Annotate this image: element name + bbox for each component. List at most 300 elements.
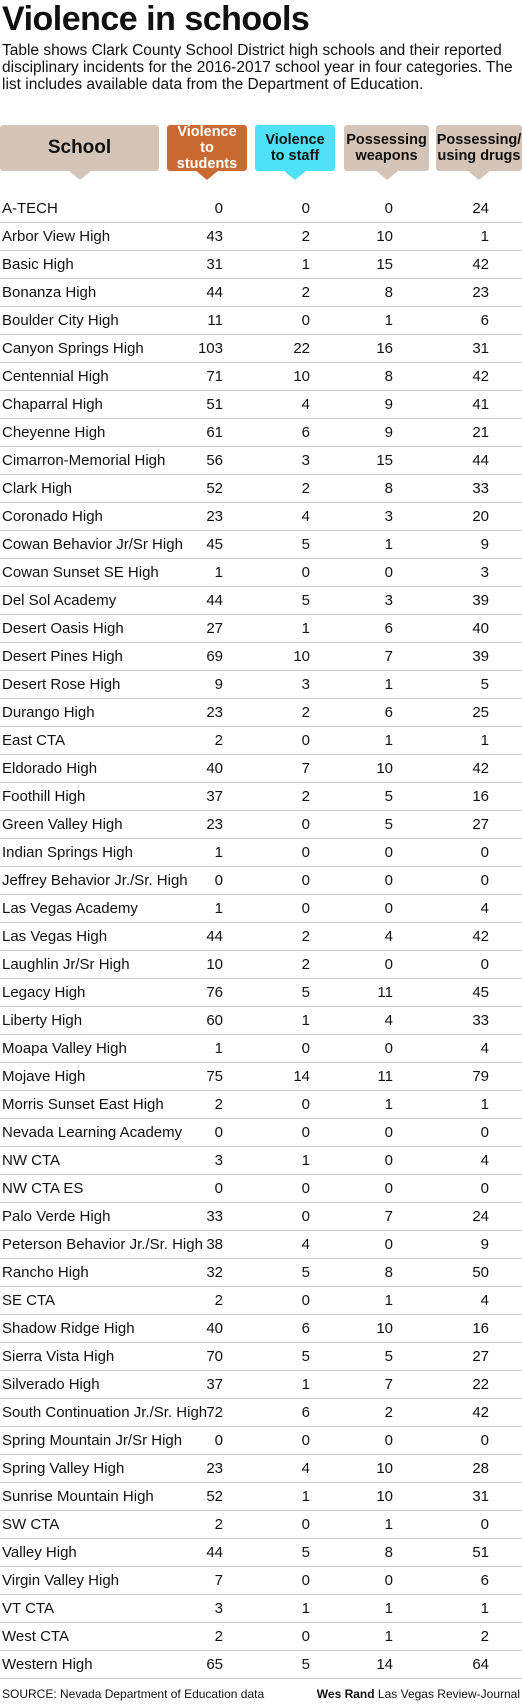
cell-school: Centennial High: [2, 368, 109, 385]
cell-violence-to-students: 9: [214, 676, 223, 693]
cell-school: South Continuation Jr./Sr. High: [2, 1404, 208, 1421]
cell-possessing-weapons: 10: [376, 228, 393, 245]
table-row: [0, 587, 522, 615]
cell-violence-to-staff: 5: [301, 1264, 310, 1281]
cell-violence-to-staff: 1: [301, 1600, 310, 1617]
cell-school: NW CTA ES: [2, 1180, 84, 1197]
cell-school: Sierra Vista High: [2, 1348, 115, 1365]
cell-possessing-using-drugs: 1: [480, 1600, 489, 1617]
cell-possessing-weapons: 5: [384, 788, 393, 805]
table-row: [0, 755, 522, 783]
cell-possessing-using-drugs: 24: [472, 1208, 489, 1225]
table-row: [0, 923, 522, 951]
cell-school: SW CTA: [2, 1516, 60, 1533]
cell-possessing-weapons: 0: [384, 1236, 393, 1253]
cell-possessing-weapons: 0: [384, 900, 393, 917]
table-row: [0, 979, 522, 1007]
source-note: SOURCE: Nevada Department of Education data: [2, 1687, 265, 1701]
cell-violence-to-staff: 1: [301, 620, 310, 637]
page-title: Violence in schools: [2, 0, 310, 38]
cell-possessing-weapons: 1: [384, 1628, 393, 1645]
cell-possessing-weapons: 10: [376, 1460, 393, 1477]
cell-possessing-using-drugs: 27: [472, 816, 489, 833]
cell-possessing-weapons: 8: [384, 480, 393, 497]
cell-school: Silverado High: [2, 1376, 100, 1393]
table-row: [0, 1371, 522, 1399]
cell-school: Chaparral High: [2, 396, 103, 413]
cell-possessing-weapons: 15: [376, 452, 393, 469]
table-row: [0, 531, 522, 559]
cell-violence-to-staff: 2: [301, 928, 310, 945]
cell-school: Peterson Behavior Jr./Sr. High: [2, 1236, 203, 1253]
cell-violence-to-students: 10: [206, 956, 223, 973]
cell-possessing-weapons: 1: [384, 312, 393, 329]
cell-possessing-using-drugs: 42: [472, 368, 489, 385]
cell-possessing-weapons: 1: [384, 732, 393, 749]
cell-violence-to-staff: 10: [293, 368, 310, 385]
cell-violence-to-staff: 6: [301, 1404, 310, 1421]
table-row: [0, 839, 522, 867]
cell-possessing-weapons: 8: [384, 1544, 393, 1561]
table-row: [0, 783, 522, 811]
cell-school: Palo Verde High: [2, 1208, 111, 1225]
cell-possessing-using-drugs: 1: [480, 732, 489, 749]
cell-possessing-using-drugs: 64: [472, 1656, 489, 1673]
cell-violence-to-staff: 4: [301, 1236, 310, 1253]
cell-violence-to-students: 65: [206, 1656, 223, 1673]
table-row: [0, 1315, 522, 1343]
cell-violence-to-students: 44: [206, 1544, 223, 1561]
cell-violence-to-staff: 10: [293, 648, 310, 665]
cell-violence-to-students: 1: [214, 900, 223, 917]
cell-violence-to-students: 3: [214, 1600, 223, 1617]
table-row: [0, 1595, 522, 1623]
cell-school: Morris Sunset East High: [2, 1096, 164, 1113]
cell-possessing-using-drugs: 0: [480, 1180, 489, 1197]
table-row: [0, 671, 522, 699]
table-row: [0, 503, 522, 531]
cell-violence-to-students: 2: [214, 1516, 223, 1533]
table-row: [0, 447, 522, 475]
cell-school: Las Vegas High: [2, 928, 108, 945]
cell-violence-to-staff: 1: [301, 256, 310, 273]
cell-school: Sunrise Mountain High: [2, 1488, 154, 1505]
cell-school: Cowan Behavior Jr/Sr High: [2, 536, 183, 553]
cell-violence-to-students: 23: [206, 816, 223, 833]
cell-possessing-using-drugs: 22: [472, 1376, 489, 1393]
cell-school: VT CTA: [2, 1600, 54, 1617]
cell-possessing-weapons: 6: [384, 704, 393, 721]
cell-school: Cimarron-Memorial High: [2, 452, 166, 469]
cell-violence-to-students: 37: [206, 1376, 223, 1393]
cell-school: Jeffrey Behavior Jr./Sr. High: [2, 872, 188, 889]
table-row: [0, 391, 522, 419]
cell-possessing-weapons: 16: [376, 340, 393, 357]
cell-violence-to-staff: 1: [301, 1152, 310, 1169]
cell-possessing-weapons: 10: [376, 1488, 393, 1505]
cell-possessing-using-drugs: 20: [472, 508, 489, 525]
cell-possessing-using-drugs: 33: [472, 480, 489, 497]
cell-possessing-weapons: 10: [376, 760, 393, 777]
cell-possessing-weapons: 8: [384, 284, 393, 301]
table-row: [0, 1091, 522, 1119]
cell-school: Liberty High: [2, 1012, 83, 1029]
cell-possessing-weapons: 10: [376, 1320, 393, 1337]
cell-possessing-using-drugs: 16: [472, 1320, 489, 1337]
cell-violence-to-students: 40: [206, 760, 223, 777]
table-row: [0, 1175, 522, 1203]
cell-possessing-weapons: 1: [384, 1292, 393, 1309]
cell-possessing-weapons: 0: [384, 200, 393, 217]
table-header: [0, 125, 522, 182]
cell-violence-to-students: 11: [207, 312, 223, 329]
table-row: [0, 1567, 522, 1595]
cell-violence-to-students: 2: [214, 1096, 223, 1113]
cell-violence-to-students: 52: [206, 480, 223, 497]
cell-possessing-using-drugs: 6: [480, 312, 489, 329]
cell-possessing-weapons: 4: [384, 1012, 393, 1029]
cell-school: Mojave High: [2, 1068, 86, 1085]
cell-violence-to-students: 0: [214, 1124, 223, 1141]
cell-possessing-weapons: 1: [384, 676, 393, 693]
cell-violence-to-students: 45: [206, 536, 223, 553]
cell-school: Durango High: [2, 704, 95, 721]
cell-school: West CTA: [2, 1628, 69, 1645]
cell-violence-to-staff: 5: [301, 984, 310, 1001]
cell-possessing-using-drugs: 51: [472, 1544, 489, 1561]
table-row: [0, 1063, 522, 1091]
cell-possessing-using-drugs: 42: [472, 1404, 489, 1421]
cell-violence-to-students: 61: [206, 424, 223, 441]
table-row: [0, 1427, 522, 1455]
cell-violence-to-staff: 3: [301, 452, 310, 469]
cell-violence-to-staff: 3: [301, 676, 310, 693]
cell-violence-to-students: 72: [206, 1404, 223, 1421]
cell-violence-to-staff: 0: [301, 872, 310, 889]
table-row: [0, 195, 522, 223]
cell-school: Cowan Sunset SE High: [2, 564, 159, 581]
cell-school: Bonanza High: [2, 284, 97, 301]
table-row: [0, 1511, 522, 1539]
cell-violence-to-students: 23: [206, 704, 223, 721]
cell-possessing-using-drugs: 4: [480, 1292, 489, 1309]
table-body: [0, 195, 522, 1679]
cell-possessing-using-drugs: 4: [480, 1152, 489, 1169]
table-row: [0, 1287, 522, 1315]
cell-violence-to-staff: 2: [301, 228, 310, 245]
cell-violence-to-staff: 0: [301, 1516, 310, 1533]
cell-violence-to-students: 76: [206, 984, 223, 1001]
credit-name: Wes Rand: [316, 1687, 375, 1701]
cell-possessing-using-drugs: 23: [472, 284, 489, 301]
cell-violence-to-staff: 0: [301, 1124, 310, 1141]
cell-possessing-using-drugs: 1: [480, 228, 489, 245]
cell-violence-to-staff: 0: [301, 200, 310, 217]
cell-possessing-using-drugs: 0: [480, 1124, 489, 1141]
cell-violence-to-students: 1: [214, 844, 223, 861]
cell-violence-to-students: 3: [214, 1152, 223, 1169]
cell-possessing-using-drugs: 44: [472, 452, 489, 469]
cell-possessing-weapons: 9: [384, 424, 393, 441]
cell-possessing-using-drugs: 2: [480, 1628, 489, 1645]
cell-school: Green Valley High: [2, 816, 123, 833]
cell-violence-to-staff: 2: [301, 704, 310, 721]
cell-possessing-using-drugs: 24: [472, 200, 489, 217]
cell-school: Spring Valley High: [2, 1460, 125, 1477]
cell-possessing-weapons: 0: [384, 1432, 393, 1449]
cell-possessing-weapons: 1: [384, 536, 393, 553]
cell-violence-to-students: 40: [206, 1320, 223, 1337]
cell-school: Cheyenne High: [2, 424, 106, 441]
cell-possessing-weapons: 2: [384, 1404, 393, 1421]
cell-school: Spring Mountain Jr/Sr High: [2, 1432, 183, 1449]
cell-possessing-using-drugs: 9: [480, 1236, 489, 1253]
header-possessing-weapons: Possessing weapons: [344, 125, 429, 171]
cell-violence-to-staff: 5: [301, 1348, 310, 1365]
cell-violence-to-staff: 1: [301, 1012, 310, 1029]
cell-possessing-weapons: 0: [384, 844, 393, 861]
cell-possessing-weapons: 14: [376, 1656, 393, 1673]
cell-school: Canyon Springs High: [2, 340, 144, 357]
cell-possessing-using-drugs: 33: [472, 1012, 489, 1029]
table-row: [0, 279, 522, 307]
cell-school: Western High: [2, 1656, 93, 1673]
table-row: [0, 643, 522, 671]
cell-school: Desert Oasis High: [2, 620, 124, 637]
cell-school: A-TECH: [2, 200, 58, 217]
cell-school: Clark High: [2, 480, 73, 497]
table-row: [0, 307, 522, 335]
cell-violence-to-students: 51: [206, 396, 223, 413]
table-row: [0, 1231, 522, 1259]
cell-possessing-weapons: 4: [384, 928, 393, 945]
cell-school: Foothill High: [2, 788, 86, 805]
table-row: [0, 1119, 522, 1147]
cell-possessing-weapons: 0: [384, 564, 393, 581]
table-row: [0, 727, 522, 755]
table-row: [0, 1007, 522, 1035]
header-violence-to-staff: Violence to staff: [255, 125, 335, 171]
cell-possessing-using-drugs: 21: [472, 424, 489, 441]
cell-possessing-weapons: 3: [384, 508, 393, 525]
cell-violence-to-staff: 0: [301, 844, 310, 861]
cell-possessing-using-drugs: 45: [472, 984, 489, 1001]
table-row: [0, 1623, 522, 1651]
cell-possessing-weapons: 1: [384, 1096, 393, 1113]
cell-school: NW CTA: [2, 1152, 61, 1169]
cell-possessing-using-drugs: 0: [480, 1432, 489, 1449]
cell-violence-to-staff: 5: [301, 1544, 310, 1561]
cell-violence-to-staff: 2: [301, 956, 310, 973]
cell-possessing-using-drugs: 27: [472, 1348, 489, 1365]
cell-school: Coronado High: [2, 508, 103, 525]
cell-possessing-using-drugs: 0: [480, 956, 489, 973]
cell-violence-to-staff: 0: [301, 312, 310, 329]
cell-violence-to-students: 2: [214, 1292, 223, 1309]
cell-violence-to-staff: 1: [301, 1376, 310, 1393]
cell-violence-to-students: 103: [197, 340, 223, 357]
cell-possessing-using-drugs: 9: [480, 536, 489, 553]
cell-school: Arbor View High: [2, 228, 111, 245]
cell-violence-to-staff: 22: [293, 340, 310, 357]
cell-possessing-weapons: 0: [384, 1180, 393, 1197]
cell-possessing-using-drugs: 28: [472, 1460, 489, 1477]
cell-school: Eldorado High: [2, 760, 98, 777]
page-subtitle: Table shows Clark County School District high schools and their reported disciplinary incidents for the 2016-2017 school year in four categories. The list includes available data from the Department of Education.: [2, 42, 513, 93]
cell-possessing-using-drugs: 3: [480, 564, 489, 581]
table-row: [0, 559, 522, 587]
cell-violence-to-staff: 0: [301, 1096, 310, 1113]
cell-possessing-weapons: 8: [384, 1264, 393, 1281]
cell-school: SE CTA: [2, 1292, 56, 1309]
cell-possessing-using-drugs: 25: [472, 704, 489, 721]
cell-violence-to-students: 2: [214, 1628, 223, 1645]
table-row: [0, 1455, 522, 1483]
cell-school: Desert Pines High: [2, 648, 123, 665]
cell-possessing-weapons: 5: [384, 1348, 393, 1365]
cell-violence-to-students: 70: [206, 1348, 223, 1365]
credit-org: Las Vegas Review-Journal: [377, 1687, 520, 1701]
cell-possessing-using-drugs: 40: [472, 620, 489, 637]
cell-violence-to-staff: 0: [301, 564, 310, 581]
cell-violence-to-students: 56: [206, 452, 223, 469]
cell-violence-to-students: 44: [206, 284, 223, 301]
cell-possessing-using-drugs: 4: [480, 900, 489, 917]
cell-school: Valley High: [2, 1544, 77, 1561]
cell-violence-to-students: 43: [206, 228, 223, 245]
cell-violence-to-staff: 0: [301, 1292, 310, 1309]
cell-possessing-weapons: 11: [377, 984, 393, 1001]
table-row: [0, 615, 522, 643]
cell-violence-to-students: 0: [214, 1180, 223, 1197]
cell-violence-to-students: 33: [206, 1208, 223, 1225]
cell-possessing-using-drugs: 79: [472, 1068, 489, 1085]
cell-school: Boulder City High: [2, 312, 119, 329]
cell-violence-to-students: 31: [206, 256, 223, 273]
cell-violence-to-students: 23: [206, 1460, 223, 1477]
cell-school: Moapa Valley High: [2, 1040, 127, 1057]
cell-violence-to-staff: 0: [301, 1628, 310, 1645]
table-row: [0, 475, 522, 503]
cell-violence-to-students: 0: [214, 872, 223, 889]
cell-possessing-weapons: 11: [377, 1068, 393, 1085]
cell-possessing-weapons: 9: [384, 396, 393, 413]
cell-violence-to-students: 71: [206, 368, 223, 385]
cell-violence-to-staff: 5: [301, 1656, 310, 1673]
cell-violence-to-staff: 0: [301, 1208, 310, 1225]
table-row: [0, 223, 522, 251]
cell-violence-to-staff: 4: [301, 1460, 310, 1477]
table-row: [0, 419, 522, 447]
cell-violence-to-staff: 1: [301, 1488, 310, 1505]
cell-violence-to-students: 69: [206, 648, 223, 665]
cell-possessing-weapons: 0: [384, 1152, 393, 1169]
table-row: [0, 1259, 522, 1287]
header-violence-to-students: Violence to students: [167, 125, 247, 171]
cell-violence-to-staff: 5: [301, 592, 310, 609]
cell-violence-to-students: 38: [206, 1236, 223, 1253]
cell-violence-to-students: 1: [214, 1040, 223, 1057]
cell-possessing-using-drugs: 5: [480, 676, 489, 693]
cell-possessing-using-drugs: 0: [480, 1516, 489, 1533]
cell-possessing-weapons: 8: [384, 368, 393, 385]
cell-violence-to-staff: 6: [301, 1320, 310, 1337]
cell-school: Las Vegas Academy: [2, 900, 138, 917]
cell-violence-to-staff: 0: [301, 1180, 310, 1197]
cell-violence-to-students: 2: [214, 732, 223, 749]
cell-possessing-weapons: 15: [376, 256, 393, 273]
cell-school: Basic High: [2, 256, 74, 273]
cell-violence-to-students: 0: [214, 1432, 223, 1449]
cell-violence-to-staff: 2: [301, 284, 310, 301]
cell-violence-to-staff: 14: [293, 1068, 310, 1085]
cell-violence-to-students: 0: [214, 200, 223, 217]
table-row: [0, 1035, 522, 1063]
cell-possessing-using-drugs: 6: [480, 1572, 489, 1589]
cell-possessing-weapons: 3: [384, 592, 393, 609]
cell-possessing-using-drugs: 16: [472, 788, 489, 805]
cell-possessing-weapons: 7: [384, 1208, 393, 1225]
cell-violence-to-staff: 0: [301, 900, 310, 917]
table-row: [0, 951, 522, 979]
cell-possessing-weapons: 0: [384, 1572, 393, 1589]
cell-possessing-weapons: 0: [384, 956, 393, 973]
table-row: [0, 1203, 522, 1231]
table-row: [0, 1483, 522, 1511]
table-row: [0, 811, 522, 839]
cell-possessing-using-drugs: 50: [472, 1264, 489, 1281]
cell-violence-to-staff: 2: [301, 480, 310, 497]
header-school: School: [0, 125, 159, 171]
cell-possessing-using-drugs: 39: [472, 648, 489, 665]
table-row: [0, 335, 522, 363]
cell-violence-to-students: 23: [206, 508, 223, 525]
cell-school: Shadow Ridge High: [2, 1320, 135, 1337]
cell-school: East CTA: [2, 732, 66, 749]
cell-possessing-weapons: 7: [384, 648, 393, 665]
table-row: [0, 1399, 522, 1427]
cell-violence-to-staff: 0: [301, 1432, 310, 1449]
cell-possessing-using-drugs: 41: [472, 396, 489, 413]
cell-violence-to-students: 52: [206, 1488, 223, 1505]
cell-violence-to-students: 37: [206, 788, 223, 805]
cell-violence-to-students: 1: [214, 564, 223, 581]
cell-violence-to-students: 75: [206, 1068, 223, 1085]
cell-school: Del Sol Academy: [2, 592, 117, 609]
cell-possessing-weapons: 0: [384, 872, 393, 889]
cell-possessing-using-drugs: 0: [480, 872, 489, 889]
cell-possessing-using-drugs: 31: [472, 340, 489, 357]
cell-violence-to-students: 27: [206, 620, 223, 637]
cell-possessing-weapons: 6: [384, 620, 393, 637]
cell-violence-to-students: 7: [214, 1572, 223, 1589]
table-row: [0, 699, 522, 727]
cell-possessing-using-drugs: 1: [480, 1096, 489, 1113]
cell-school: Nevada Learning Academy: [2, 1124, 183, 1141]
table-row: [0, 1147, 522, 1175]
cell-violence-to-staff: 7: [301, 760, 310, 777]
cell-violence-to-staff: 5: [301, 536, 310, 553]
table-row: [0, 251, 522, 279]
cell-school: Rancho High: [2, 1264, 89, 1281]
cell-violence-to-staff: 6: [301, 424, 310, 441]
header-possessing-using-drugs: Possessing/ using drugs: [436, 125, 522, 171]
cell-possessing-using-drugs: 4: [480, 1040, 489, 1057]
cell-violence-to-staff: 0: [301, 816, 310, 833]
credit: [317, 1687, 520, 1701]
cell-violence-to-staff: 0: [301, 1572, 310, 1589]
cell-violence-to-staff: 2: [301, 788, 310, 805]
